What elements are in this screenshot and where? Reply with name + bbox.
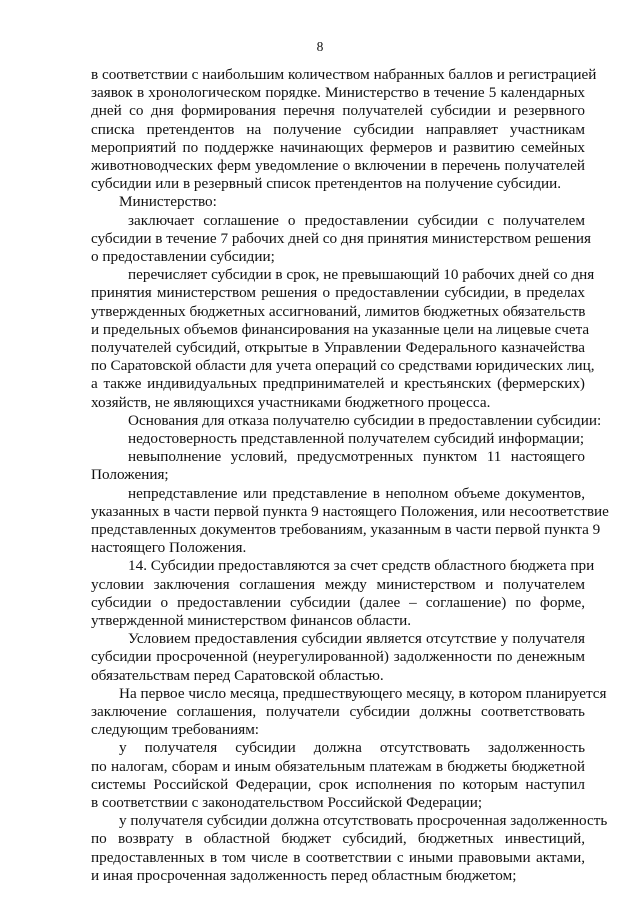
text-line: указанных в части первой пункта 9 настоящего Положения, или несоответствие <box>91 502 609 520</box>
text-line: у получателя субсидии должна отсутствовать задолженность <box>119 739 585 757</box>
text-line: невыполнение условий, предусмотренных пунктом 11 настоящего <box>128 448 585 466</box>
text-line: недостоверность представленной получателем субсидий информации; <box>128 430 585 447</box>
text-line: субсидии в течение 7 рабочих дней со дня принятия министерством решения <box>91 229 591 247</box>
text-line: списка претендентов на получение субсидии направляет участникам <box>91 120 585 138</box>
text-line: заключение соглашения, получатели субсидии должны соответствовать <box>91 703 585 720</box>
text-line: настоящего Положения. <box>91 539 247 557</box>
text-line: На первое число месяца, предшествующего месяцу, в котором планируется <box>119 684 607 702</box>
text-line: Министерство: <box>119 193 217 211</box>
text-line: субсидии о предоставлении субсидии (далее – соглашение) по форме, <box>91 593 585 611</box>
text-line: хозяйств, не являющихся участниками бюджетного процесса. <box>91 393 491 411</box>
text-line: по возврату в областной бюджет субсидий, бюджетных инвестиций, <box>91 830 585 848</box>
text-line: дней со дня формирования перечня получателей субсидии и резервного <box>91 102 585 120</box>
text-line: принятия министерством решения о предоставлении субсидии, в пределах <box>91 284 585 302</box>
text-line: в соответствии с наибольшим количеством набранных баллов и регистрацией <box>91 66 597 83</box>
text-line: по Саратовской области для учета операций со средствами юридических лиц, <box>91 357 595 375</box>
text-line: субсидии просроченной (неурегулированной) задолженности по денежным <box>91 648 585 666</box>
text-line: заключает соглашение о предоставлении субсидии с получателем <box>128 211 585 229</box>
text-line: Основания для отказа получателю субсидии в предоставлении субсидии: <box>128 411 602 429</box>
page-number: 8 <box>316 39 324 54</box>
text-line: получателей субсидий, открытые в Управлении Федерального казначейства <box>91 339 585 356</box>
text-line: в соответствии с законодательством Российской Федерации; <box>91 794 483 811</box>
text-line: непредставление или представление в неполном объеме документов, <box>128 484 585 502</box>
text-line: следующим требованиям: <box>91 721 260 739</box>
text-line: субсидии или в резервный список претендентов на получение субсидии. <box>91 175 562 193</box>
text-line: системы Российской Федерации, срок исполнения по которым наступил <box>91 775 585 793</box>
text-line: представленных документов требованиям, указанным в части первой пункта 9 <box>91 521 601 538</box>
text-line: животноводческих ферм уведомление о включении в перечень получателей <box>91 157 585 174</box>
text-line: перечисляет субсидии в срок, не превышающий 10 рабочих дней со дня <box>128 266 595 284</box>
text-line: о предоставлении субсидии; <box>91 248 275 265</box>
text-line: и предельных объемов финансирования на указанные цели на лицевые счета <box>91 320 590 338</box>
text-line: утвержденной министерством финансов области. <box>91 612 412 629</box>
text-line: предоставленных в том числе в соответствии с иными правовыми актами, <box>91 848 585 866</box>
text-line: у получателя субсидии должна отсутствовать просроченная задолженность <box>119 812 608 830</box>
text-line: 14. Субсидии предоставляются за счет средств областного бюджета при <box>128 557 595 575</box>
text-line: условии заключения соглашения между министерством и получателем <box>91 575 585 593</box>
text-line: обязательствам перед Саратовской областью. <box>91 666 384 684</box>
text-line: Условием предоставления субсидии является отсутствие у получателя <box>128 630 585 648</box>
text-line: утвержденных бюджетных ассигнований, лимитов бюджетных обязательств <box>91 302 586 320</box>
text-line: заявок в хронологическом порядке. Министерство в течение 5 календарных <box>91 84 585 102</box>
text-line: по налогам, сборам и иным обязательным платежам в бюджеты бюджетной <box>91 757 585 775</box>
text-line: Положения; <box>91 466 169 484</box>
text-line: мероприятий по поддержке начинающих фермеров и развитию семейных <box>91 138 585 156</box>
text-line: и иная просроченная задолженность перед областным бюджетом; <box>91 866 517 884</box>
text-line: а также индивидуальных предпринимателей и крестьянских (фермерских) <box>91 375 585 393</box>
